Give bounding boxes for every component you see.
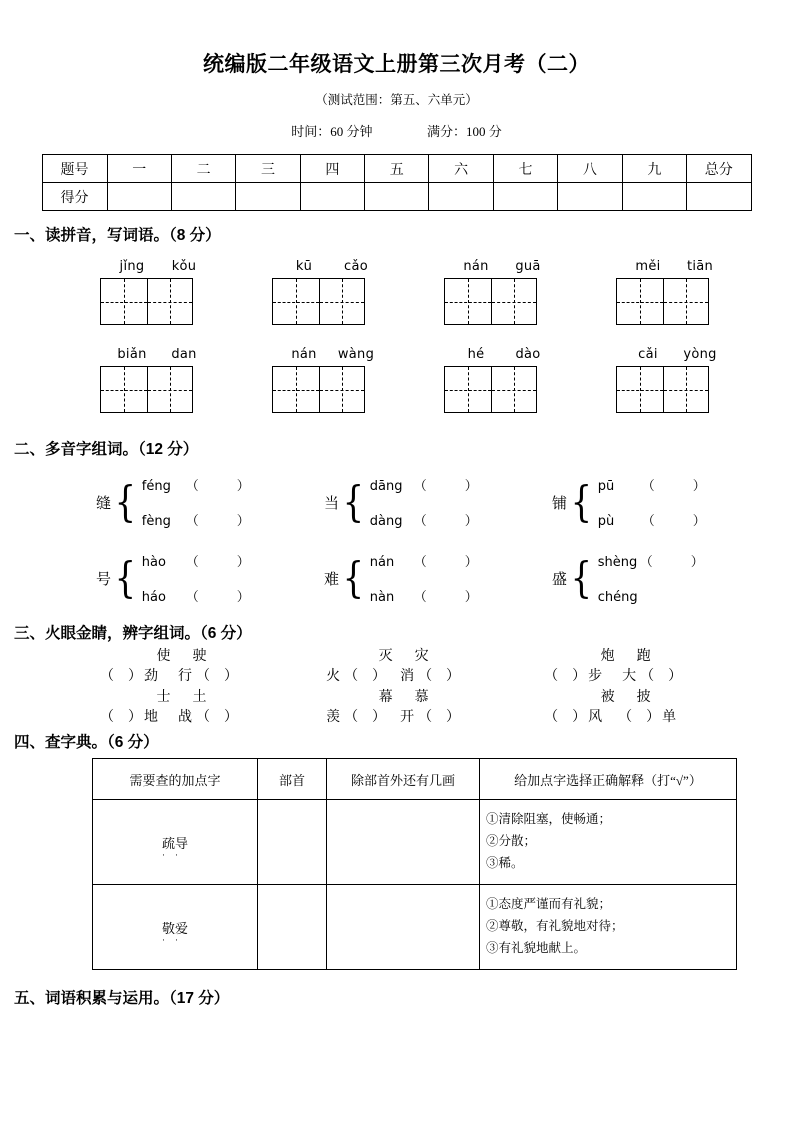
distinguish-col-6 bbox=[544, 688, 793, 708]
target-char-cell-1 bbox=[93, 800, 258, 885]
polyphone-lines-5 bbox=[370, 551, 478, 605]
score-col-header-6: 六 bbox=[429, 155, 493, 183]
dictionary-table bbox=[92, 758, 737, 970]
question-number-label: 题号 bbox=[42, 155, 107, 183]
score-input-cell-6[interactable] bbox=[429, 183, 493, 211]
score-col-header-2: 二 bbox=[171, 155, 235, 183]
distinguish-answer-col-5 bbox=[322, 708, 544, 728]
score-col-header-total: 总分 bbox=[687, 155, 751, 183]
char-left: 使 bbox=[156, 649, 172, 664]
polyphone-lines-4 bbox=[142, 551, 250, 605]
brace-icon: { bbox=[570, 553, 593, 602]
distinguish-answers-3 bbox=[544, 667, 793, 687]
tianzige-cell[interactable] bbox=[617, 367, 663, 412]
polyphone-lines-6 bbox=[598, 551, 704, 605]
pinyin-reading: féng bbox=[141, 479, 171, 494]
test-scope-subtitle: （测试范围：第五、六单元） bbox=[315, 93, 478, 107]
answer-blank[interactable]: （ ） bbox=[100, 669, 142, 685]
pinyin-syllable-3b: guā bbox=[515, 259, 541, 274]
distinguish-col-2 bbox=[322, 647, 544, 667]
pinyin-item-7 bbox=[444, 347, 616, 413]
score-input-cell-8[interactable] bbox=[558, 183, 622, 211]
paren-close: ） bbox=[236, 479, 250, 494]
header-radical: 部首 bbox=[258, 759, 327, 800]
pinyin-syllable-1b: kǒu bbox=[171, 259, 197, 274]
meaning-option[interactable]: ③稀。 bbox=[486, 856, 524, 871]
pinyin-syllable-7b: dào bbox=[515, 347, 541, 362]
pinyin-reading: háo bbox=[141, 590, 166, 605]
pinyin-item-4 bbox=[616, 259, 788, 325]
paren-open: （ bbox=[413, 555, 427, 570]
pinyin-label-8 bbox=[616, 347, 726, 362]
paren-close: ） bbox=[690, 555, 704, 570]
distinguish-char-pair-3 bbox=[544, 647, 793, 667]
distinguish-answers-4 bbox=[100, 708, 322, 728]
pinyin-syllable-8a: cǎi bbox=[638, 347, 658, 362]
word-char: 行 bbox=[178, 669, 192, 685]
pinyin-label-3 bbox=[444, 259, 554, 274]
char-left: 士 bbox=[156, 689, 172, 705]
tianzige-cell[interactable] bbox=[101, 279, 147, 324]
table-row bbox=[93, 800, 737, 885]
distinguish-col-5 bbox=[322, 688, 544, 708]
pinyin-syllable-1a: jǐng bbox=[119, 259, 145, 274]
pinyin-syllable-6a: nán bbox=[291, 347, 317, 362]
distinguish-answers-1 bbox=[100, 667, 322, 687]
radical-input-cell-1[interactable] bbox=[258, 800, 327, 885]
meaning-option[interactable]: ①清除阻塞，使畅通； bbox=[486, 812, 612, 827]
tianzige-grid-4[interactable] bbox=[616, 278, 709, 325]
char-right: 驶 bbox=[192, 649, 208, 664]
brace-icon: { bbox=[342, 553, 365, 602]
tianzige-cell[interactable] bbox=[617, 279, 663, 324]
table-row-scores bbox=[42, 183, 751, 211]
strokes-input-cell-2[interactable] bbox=[327, 885, 480, 970]
answer-blank[interactable]: （ ） bbox=[418, 709, 461, 725]
header-target-char: 需要查的加点字 bbox=[93, 759, 258, 800]
tianzige-cell[interactable] bbox=[273, 279, 319, 324]
answer-blank[interactable]: （ ） bbox=[640, 669, 683, 685]
polyphone-group-6 bbox=[552, 551, 780, 605]
table-row-question-numbers bbox=[42, 155, 751, 183]
header-meaning-choice: 给加点字选择正确解释（打“√”） bbox=[480, 759, 737, 800]
word-char: 战 bbox=[178, 709, 192, 725]
polyphone-line-top-5 bbox=[370, 551, 478, 570]
answer-blank[interactable]: （ ） bbox=[344, 709, 387, 725]
paren-open: （ bbox=[185, 479, 199, 494]
meaning-option[interactable]: ②尊敬，有礼貌地对待； bbox=[486, 919, 624, 934]
pinyin-reading: nàn bbox=[369, 590, 395, 605]
meaning-options-cell-1[interactable] bbox=[480, 800, 737, 885]
pinyin-syllable-4a: měi bbox=[635, 259, 661, 274]
score-input-cell-3[interactable] bbox=[236, 183, 300, 211]
word-char: 开 bbox=[400, 709, 415, 725]
polyphone-char-1: 缝 bbox=[96, 495, 112, 512]
target-char-cell-2 bbox=[93, 885, 258, 970]
polyphone-group-2 bbox=[324, 475, 552, 529]
polyphone-line-bottom-1 bbox=[142, 510, 250, 529]
distinguish-char-pair-6 bbox=[544, 688, 793, 708]
word-char: 羡 bbox=[326, 709, 341, 725]
distinguish-row-2-blanks bbox=[0, 708, 793, 728]
distinguish-answer-col-3 bbox=[544, 667, 793, 687]
target-word: 敬爱 ·· bbox=[162, 921, 188, 936]
polyphone-char-5: 难 bbox=[324, 571, 340, 588]
paren-open: （ bbox=[185, 590, 199, 605]
polyphone-line-top-4 bbox=[142, 551, 250, 570]
meaning-option[interactable]: ②分散； bbox=[486, 834, 537, 849]
word-char: 火 bbox=[326, 669, 341, 685]
section-2-heading: 二、多音字组词。（12 分） bbox=[14, 441, 199, 458]
polyphone-group-1 bbox=[96, 475, 324, 529]
paren-open: （ bbox=[413, 479, 427, 494]
distinguish-col-1 bbox=[100, 647, 322, 667]
distinguish-char-pair-2 bbox=[322, 647, 544, 667]
tianzige-cell[interactable] bbox=[445, 279, 491, 324]
tianzige-grid-8[interactable] bbox=[616, 366, 709, 413]
answer-blank[interactable]: （ ） bbox=[544, 709, 587, 725]
answer-blank[interactable]: （ ） bbox=[544, 669, 587, 685]
pinyin-syllable-7a: hé bbox=[467, 347, 485, 362]
score-table bbox=[42, 154, 752, 211]
word-char: 步 bbox=[588, 669, 603, 685]
pinyin-syllable-4b: tiān bbox=[686, 259, 714, 274]
section-3-body bbox=[0, 647, 793, 728]
distinguish-char-pair-1 bbox=[100, 647, 322, 667]
polyphone-line-bottom-5 bbox=[370, 586, 478, 605]
table-row bbox=[93, 885, 737, 970]
score-table-wrapper bbox=[42, 154, 752, 211]
pinyin-reading: nán bbox=[369, 555, 395, 570]
pinyin-syllable-2a: kū bbox=[295, 259, 313, 274]
char-left: 幕 bbox=[378, 689, 394, 705]
tianzige-cell[interactable] bbox=[101, 367, 147, 412]
distinguish-answers-2 bbox=[322, 667, 544, 687]
tianzige-grid-6[interactable] bbox=[272, 366, 365, 413]
pinyin-syllable-5b: dan bbox=[171, 347, 197, 362]
score-input-cell-total[interactable] bbox=[687, 183, 751, 211]
pinyin-reading: chéng bbox=[597, 590, 638, 605]
distinguish-answer-col-2 bbox=[322, 667, 544, 687]
pinyin-syllable-5a: biǎn bbox=[117, 347, 147, 362]
score-col-header-1: 一 bbox=[107, 155, 171, 183]
pinyin-label-6 bbox=[272, 347, 382, 362]
score-col-header-8: 八 bbox=[558, 155, 622, 183]
pinyin-item-5 bbox=[100, 347, 272, 413]
brace-icon: { bbox=[114, 477, 137, 526]
tianzige-cell[interactable] bbox=[491, 367, 537, 412]
answer-blank[interactable]: （ ） bbox=[344, 669, 387, 685]
char-left: 被 bbox=[600, 689, 616, 705]
paren-open: （ bbox=[639, 555, 653, 570]
polyphone-char-4: 号 bbox=[96, 571, 112, 588]
pinyin-item-1 bbox=[100, 259, 272, 325]
distinguish-col-4 bbox=[100, 688, 322, 708]
tianzige-grid-3[interactable] bbox=[444, 278, 537, 325]
polyphone-lines-2 bbox=[370, 475, 478, 529]
distinguish-answer-col-4 bbox=[100, 708, 322, 728]
char-right: 土 bbox=[192, 689, 208, 705]
pinyin-syllable-6b: wàng bbox=[337, 347, 375, 362]
char-right: 披 bbox=[636, 689, 652, 705]
tianzige-cell[interactable] bbox=[147, 279, 193, 324]
meaning-option[interactable]: ③有礼貌地献上。 bbox=[486, 941, 587, 956]
section-1-heading: 一、读拼音，写词语。（8 分） bbox=[14, 227, 221, 244]
page-title: 统编版二年级语文上册第三次月考（二） bbox=[203, 53, 590, 76]
brace-icon: { bbox=[114, 553, 137, 602]
score-col-header-5: 五 bbox=[365, 155, 429, 183]
score-label: 得分 bbox=[42, 183, 107, 211]
paren-close: ） bbox=[692, 514, 706, 529]
polyphone-group-4 bbox=[96, 551, 324, 605]
paren-open: （ bbox=[641, 479, 655, 494]
total-points-label: 满分：100 分 bbox=[427, 124, 502, 139]
score-col-header-9: 九 bbox=[622, 155, 686, 183]
distinguish-row-1-blanks bbox=[0, 667, 793, 687]
paren-close: ） bbox=[236, 590, 250, 605]
paren-open: （ bbox=[641, 514, 655, 529]
tianzige-grid-2[interactable] bbox=[272, 278, 365, 325]
pinyin-syllable-8b: yòng bbox=[683, 347, 717, 362]
answer-blank[interactable]: （ ） bbox=[418, 669, 461, 685]
char-left: 灭 bbox=[378, 649, 394, 664]
pinyin-syllable-2b: cǎo bbox=[344, 259, 368, 274]
word-char: 劲 bbox=[144, 669, 158, 685]
paren-close: ） bbox=[464, 555, 478, 570]
score-input-cell-4[interactable] bbox=[300, 183, 364, 211]
distinguish-char-pair-5 bbox=[322, 688, 544, 708]
pinyin-reading: hào bbox=[141, 555, 166, 570]
paren-close: ） bbox=[464, 479, 478, 494]
pinyin-label-4 bbox=[616, 259, 726, 274]
brace-icon: { bbox=[342, 477, 365, 526]
polyphone-char-3: 铺 bbox=[552, 495, 568, 512]
pinyin-row-2 bbox=[0, 347, 793, 413]
tianzige-cell[interactable] bbox=[663, 367, 709, 412]
answer-blank[interactable]: （ ） bbox=[196, 709, 238, 725]
polyphone-line-bottom-2 bbox=[370, 510, 478, 529]
polyphone-line-top-1 bbox=[142, 475, 250, 494]
distinguish-col-3 bbox=[544, 647, 793, 667]
polyphone-line-bottom-3 bbox=[598, 510, 706, 529]
paren-close: ） bbox=[464, 514, 478, 529]
strokes-input-cell-1[interactable] bbox=[327, 800, 480, 885]
score-input-cell-2[interactable] bbox=[171, 183, 235, 211]
score-col-header-3: 三 bbox=[236, 155, 300, 183]
brace-icon: { bbox=[570, 477, 593, 526]
dictionary-table-wrapper bbox=[92, 758, 793, 970]
polyphone-line-bottom-4 bbox=[142, 586, 250, 605]
polyphone-char-6: 盛 bbox=[552, 571, 568, 588]
polyphone-line-top-6 bbox=[598, 551, 704, 570]
score-input-cell-9[interactable] bbox=[622, 183, 686, 211]
pinyin-item-6 bbox=[272, 347, 444, 413]
paren-close: ） bbox=[236, 514, 250, 529]
char-left: 炮 bbox=[600, 649, 616, 664]
score-input-cell-7[interactable] bbox=[493, 183, 557, 211]
distinguish-row-1-chars bbox=[0, 647, 793, 667]
word-char: 大 bbox=[622, 669, 637, 685]
paren-open: （ bbox=[413, 590, 427, 605]
polyphone-group-5 bbox=[324, 551, 552, 605]
polyphone-row-2 bbox=[0, 551, 793, 605]
pinyin-label-2 bbox=[272, 259, 382, 274]
paren-close: ） bbox=[236, 555, 250, 570]
paren-open: （ bbox=[413, 514, 427, 529]
word-char-tail: 单 bbox=[662, 709, 677, 725]
distinguish-char-pair-4 bbox=[100, 688, 322, 708]
paren-open: （ bbox=[185, 555, 199, 570]
polyphone-group-3 bbox=[552, 475, 780, 529]
time-limit-label: 时间：60 分钟 bbox=[291, 124, 373, 139]
tianzige-cell[interactable] bbox=[319, 279, 365, 324]
pinyin-label-1 bbox=[100, 259, 210, 274]
answer-blank[interactable]: （ ） bbox=[196, 669, 238, 685]
score-col-header-4: 四 bbox=[300, 155, 364, 183]
section-5-heading: 五、词语积累与运用。（17 分） bbox=[14, 990, 230, 1008]
tianzige-grid-5[interactable] bbox=[100, 366, 193, 413]
distinguish-answers-6 bbox=[544, 708, 793, 728]
polyphone-lines-3 bbox=[598, 475, 706, 529]
tianzige-cell[interactable] bbox=[445, 367, 491, 412]
pinyin-reading: fèng bbox=[141, 514, 171, 529]
pinyin-item-2 bbox=[272, 259, 444, 325]
tianzige-grid-1[interactable] bbox=[100, 278, 193, 325]
polyphone-line-bottom-6 bbox=[598, 590, 704, 605]
word-char: 地 bbox=[144, 709, 158, 725]
pinyin-row-1 bbox=[0, 259, 793, 325]
pinyin-syllable-3a: nán bbox=[463, 259, 489, 274]
polyphone-char-2: 当 bbox=[324, 495, 340, 512]
tianzige-cell[interactable] bbox=[147, 367, 193, 412]
polyphone-row-1 bbox=[0, 475, 793, 529]
pinyin-label-5 bbox=[100, 347, 210, 362]
word-char: 消 bbox=[400, 669, 415, 685]
score-input-cell-5[interactable] bbox=[365, 183, 429, 211]
score-col-header-7: 七 bbox=[493, 155, 557, 183]
polyphone-line-top-3 bbox=[598, 475, 706, 494]
pinyin-reading: pù bbox=[597, 514, 615, 529]
tianzige-cell[interactable] bbox=[273, 367, 319, 412]
exam-meta bbox=[0, 108, 793, 140]
header-remaining-strokes: 除部首外还有几画 bbox=[327, 759, 480, 800]
char-right: 跑 bbox=[636, 649, 652, 664]
pinyin-item-8 bbox=[616, 347, 788, 413]
paren-close: ） bbox=[464, 590, 478, 605]
pinyin-reading: shèng bbox=[597, 555, 638, 570]
tianzige-grid-7[interactable] bbox=[444, 366, 537, 413]
pinyin-reading: dàng bbox=[369, 514, 403, 529]
word-char: 风 bbox=[588, 709, 603, 725]
polyphone-line-top-2 bbox=[370, 475, 478, 494]
char-right: 灾 bbox=[414, 649, 430, 664]
meaning-option[interactable]: ①态度严谨而有礼貌； bbox=[486, 897, 612, 912]
answer-blank[interactable]: （ ） bbox=[618, 709, 661, 725]
tianzige-cell[interactable] bbox=[663, 279, 709, 324]
distinguish-row-2-chars bbox=[0, 688, 793, 708]
distinguish-answers-5 bbox=[322, 708, 544, 728]
target-word: 疏导 ·· bbox=[162, 836, 188, 851]
tianzige-cell[interactable] bbox=[491, 279, 537, 324]
pinyin-item-3 bbox=[444, 259, 616, 325]
distinguish-answer-col-6 bbox=[544, 708, 793, 728]
paren-open: （ bbox=[185, 514, 199, 529]
meaning-options-cell-2[interactable] bbox=[480, 885, 737, 970]
paren-close: ） bbox=[692, 479, 706, 494]
tianzige-cell[interactable] bbox=[319, 367, 365, 412]
pinyin-label-7 bbox=[444, 347, 554, 362]
table-header-row bbox=[93, 759, 737, 800]
char-right: 慕 bbox=[414, 689, 430, 705]
answer-blank[interactable]: （ ） bbox=[100, 709, 142, 725]
polyphone-lines-1 bbox=[142, 475, 250, 529]
distinguish-answer-col-1 bbox=[100, 667, 322, 687]
pinyin-reading: pū bbox=[597, 479, 615, 494]
score-input-cell-1[interactable] bbox=[107, 183, 171, 211]
radical-input-cell-2[interactable] bbox=[258, 885, 327, 970]
section-4-heading: 四、查字典。（6 分） bbox=[14, 734, 159, 752]
section-3-heading: 三、火眼金睛，辨字组词。（6 分） bbox=[14, 625, 252, 642]
pinyin-reading: dāng bbox=[369, 479, 403, 494]
